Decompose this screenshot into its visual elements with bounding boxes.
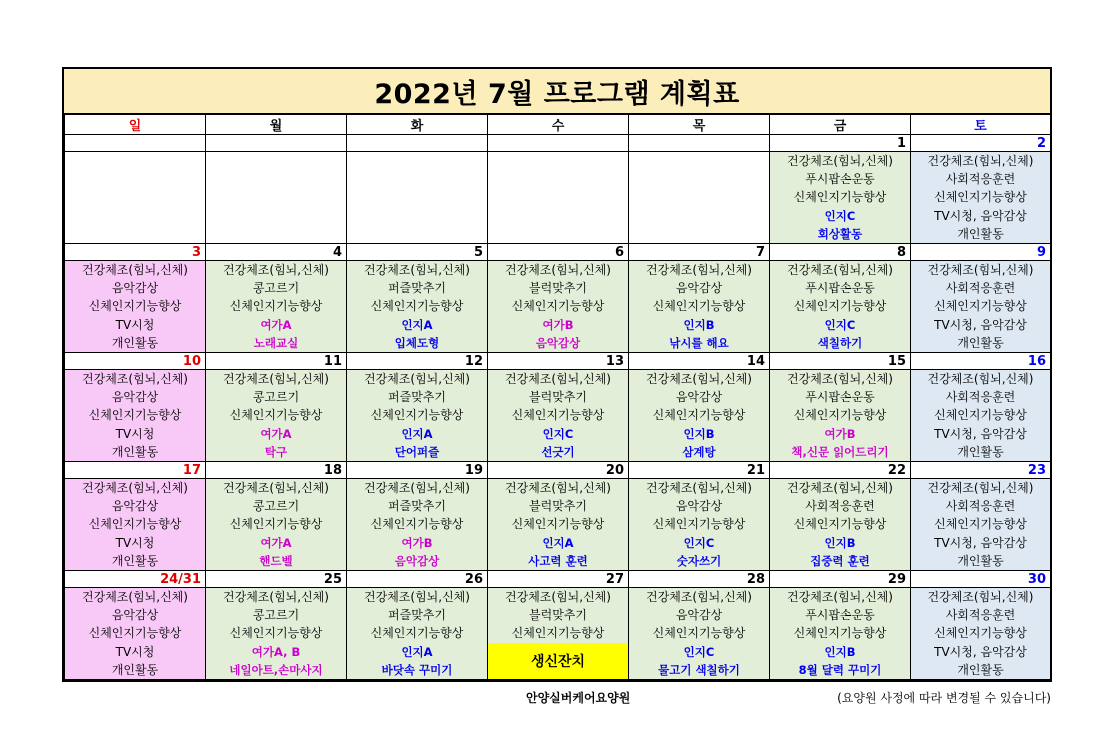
- week-date-row: [65, 244, 1051, 261]
- birthday-party-highlight: 생신잔치: [488, 643, 628, 679]
- weekday-header: 금: [770, 115, 911, 135]
- date-number: [629, 135, 770, 152]
- date-number: 10: [65, 353, 206, 370]
- program-item: 개인활동: [111, 444, 159, 459]
- program-item: 신체인지기능향상: [652, 626, 746, 641]
- day-cell: [629, 370, 770, 462]
- program-item: 건강체조(힘뇌,신체): [223, 481, 329, 495]
- day-cell: [911, 261, 1051, 353]
- program-item: 건강체조(힘뇌,신체): [927, 481, 1034, 495]
- program-item: 건강체조(힘뇌,신체): [787, 263, 893, 277]
- day-cell: [488, 370, 629, 462]
- program-item: 푸시팝손운동: [805, 608, 875, 623]
- day-cell: [206, 479, 347, 571]
- date-number: 20: [488, 462, 629, 479]
- program-item: 인지C: [683, 644, 715, 659]
- program-item: 신체인지기능향상: [229, 408, 323, 423]
- program-item: 건강체조(힘뇌,신체): [646, 263, 752, 277]
- program-item: 음악감상: [675, 608, 723, 623]
- program-item: 신체인지기능향상: [652, 517, 746, 532]
- program-item: 신체인지기능향상: [370, 517, 464, 532]
- program-item: TV시청: [115, 535, 155, 550]
- weekday-header: 일: [65, 115, 206, 135]
- program-item: 건강체조(힘뇌,신체): [82, 372, 188, 386]
- week-program-row: [65, 479, 1051, 571]
- program-item: 여가A, B: [251, 644, 301, 659]
- program-item: 건강체조(힘뇌,신체): [505, 590, 611, 604]
- program-item: 물고기 색칠하기: [658, 662, 740, 677]
- program-item: 신체인지기능향상: [511, 626, 605, 641]
- day-cell: [65, 588, 206, 680]
- day-cell: [206, 261, 347, 353]
- date-number: 18: [206, 462, 347, 479]
- program-item: 8월 달력 꾸미기: [798, 662, 882, 677]
- program-item: 블럭맞추기: [529, 499, 587, 514]
- program-item: TV시청: [115, 317, 155, 332]
- date-number: 17: [65, 462, 206, 479]
- program-item: 여가B: [401, 535, 433, 550]
- program-item: 음악감상: [675, 499, 723, 514]
- calendar-table: [64, 114, 1051, 680]
- date-number: [65, 135, 206, 152]
- date-number: 5: [347, 244, 488, 261]
- program-item: 푸시팝손운동: [805, 172, 875, 187]
- program-item: 건강체조(힘뇌,신체): [364, 481, 470, 495]
- program-item: 바닷속 꾸미기: [381, 662, 453, 677]
- date-number: 15: [770, 353, 911, 370]
- week-date-row: [65, 571, 1051, 588]
- program-item: 건강체조(힘뇌,신체): [505, 263, 611, 277]
- day-cell: [770, 261, 911, 353]
- weekday-header: 수: [488, 115, 629, 135]
- program-item: 신체인지기능향상: [88, 408, 182, 423]
- date-number: 26: [347, 571, 488, 588]
- program-item: 신체인지기능향상: [934, 626, 1027, 641]
- date-number: 3: [65, 244, 206, 261]
- program-item: 네일아트,손마사지: [229, 662, 323, 677]
- program-item: 건강체조(힘뇌,신체): [927, 263, 1034, 277]
- program-item: 신체인지기능향상: [934, 408, 1027, 423]
- day-cell: [488, 261, 629, 353]
- program-item: 신체인지기능향상: [88, 517, 182, 532]
- weekday-header: 화: [347, 115, 488, 135]
- program-item: 사회적응훈련: [945, 281, 1016, 296]
- program-item: 사회적응훈련: [945, 608, 1016, 623]
- program-item: 개인활동: [957, 444, 1004, 459]
- weekday-header-row: [65, 115, 1051, 135]
- change-notice: (요양원 사정에 따라 변경될 수 있습니다): [837, 691, 1051, 705]
- program-item: 건강체조(힘뇌,신체): [787, 590, 893, 604]
- day-cell: [347, 479, 488, 571]
- program-item: 삼계탕: [682, 444, 716, 459]
- program-item: 퍼즐맞추기: [388, 390, 446, 405]
- week-date-row: [65, 135, 1051, 152]
- day-cell: [488, 479, 629, 571]
- day-cell: [488, 152, 629, 244]
- day-cell: [911, 479, 1051, 571]
- program-item: 건강체조(힘뇌,신체): [787, 372, 893, 386]
- program-item: 건강체조(힘뇌,신체): [82, 263, 188, 277]
- program-item: 개인활동: [111, 553, 159, 568]
- program-item: 음악감상: [394, 553, 440, 568]
- program-item: 콩고르기: [252, 390, 300, 405]
- program-item: 건강체조(힘뇌,신체): [223, 263, 329, 277]
- program-item: 신체인지기능향상: [229, 299, 323, 314]
- day-cell: [911, 152, 1051, 244]
- day-cell: [347, 261, 488, 353]
- program-item: 입체도형: [394, 335, 440, 350]
- program-item: 신체인지기능향상: [511, 517, 605, 532]
- date-number: 14: [629, 353, 770, 370]
- program-item: 개인활동: [957, 662, 1004, 677]
- day-cell: [629, 479, 770, 571]
- program-item: 신체인지기능향상: [370, 299, 464, 314]
- program-item: 신체인지기능향상: [88, 299, 182, 314]
- program-item: 건강체조(힘뇌,신체): [927, 154, 1034, 168]
- day-cell: [347, 370, 488, 462]
- program-item: 건강체조(힘뇌,신체): [364, 590, 470, 604]
- day-cell: [206, 588, 347, 680]
- program-item: 신체인지기능향상: [934, 517, 1027, 532]
- program-item: 집중력 훈련: [810, 553, 870, 568]
- program-item: 음악감상: [675, 281, 723, 296]
- program-item: 신체인지기능향상: [793, 190, 887, 205]
- program-item: 푸시팝손운동: [805, 390, 875, 405]
- program-item: 신체인지기능향상: [793, 626, 887, 641]
- program-item: 사회적응훈련: [945, 499, 1016, 514]
- date-number: 23: [911, 462, 1051, 479]
- program-item: 음악감상: [111, 499, 159, 514]
- weekday-header: 월: [206, 115, 347, 135]
- program-item: 음악감상: [111, 608, 159, 623]
- day-cell: [770, 479, 911, 571]
- program-item: 건강체조(힘뇌,신체): [927, 372, 1034, 386]
- program-item: TV시청, 음악감상: [934, 535, 1027, 550]
- program-item: 여가A: [260, 317, 292, 332]
- program-item: 인지B: [824, 644, 856, 659]
- date-number: 1: [770, 135, 911, 152]
- day-cell: [629, 261, 770, 353]
- program-item: 선긋기: [541, 444, 575, 459]
- program-item: 인지A: [401, 644, 433, 659]
- program-item: 탁구: [264, 444, 288, 459]
- program-item: 개인활동: [957, 335, 1004, 350]
- calendar-sheet: [62, 67, 1052, 682]
- date-number: 12: [347, 353, 488, 370]
- program-item: 신체인지기능향상: [934, 299, 1027, 314]
- program-item: 개인활동: [957, 226, 1004, 241]
- date-number: 7: [629, 244, 770, 261]
- program-item: 블럭맞추기: [529, 281, 587, 296]
- date-number: 19: [347, 462, 488, 479]
- program-item: 건강체조(힘뇌,신체): [787, 154, 893, 168]
- date-number: 2: [911, 135, 1051, 152]
- program-item: 개인활동: [111, 335, 159, 350]
- program-item: 여가A: [260, 426, 292, 441]
- program-item: 여가B: [824, 426, 856, 441]
- program-item: 건강체조(힘뇌,신체): [787, 481, 893, 495]
- program-item: 인지C: [542, 426, 574, 441]
- date-number: 30: [911, 571, 1051, 588]
- day-cell: [911, 588, 1051, 680]
- program-item: 건강체조(힘뇌,신체): [505, 481, 611, 495]
- week-date-row: [65, 353, 1051, 370]
- date-number: 24/31: [65, 571, 206, 588]
- weekday-header: 목: [629, 115, 770, 135]
- program-item: 음악감상: [535, 335, 581, 350]
- program-item: 회상활동: [817, 226, 863, 241]
- day-cell: [206, 152, 347, 244]
- program-item: 책,신문 읽어드리기: [791, 444, 889, 459]
- program-item: 단어퍼즐: [394, 444, 440, 459]
- program-item: 건강체조(힘뇌,신체): [82, 481, 188, 495]
- program-item: 여가A: [260, 535, 292, 550]
- program-item: 인지C: [683, 535, 715, 550]
- week-program-row: [65, 261, 1051, 353]
- program-item: 신체인지기능향상: [793, 408, 887, 423]
- program-item: 건강체조(힘뇌,신체): [646, 481, 752, 495]
- program-item: 블럭맞추기: [529, 390, 587, 405]
- program-item: TV시청, 음악감상: [934, 317, 1027, 332]
- program-item: 인지A: [542, 535, 574, 550]
- date-number: 4: [206, 244, 347, 261]
- day-cell: [488, 588, 629, 680]
- date-number: 28: [629, 571, 770, 588]
- program-item: 낚시를 해요: [669, 335, 729, 350]
- page-title: 2022년 7월 프로그램 계획표: [64, 69, 1050, 114]
- program-item: 퍼즐맞추기: [388, 608, 446, 623]
- program-item: 콩고르기: [252, 608, 300, 623]
- program-item: 신체인지기능향상: [652, 299, 746, 314]
- program-item: 신체인지기능향상: [511, 299, 605, 314]
- program-item: TV시청, 음악감상: [934, 208, 1027, 223]
- program-item: 푸시팝손운동: [805, 281, 875, 296]
- day-cell: [65, 261, 206, 353]
- program-item: 신체인지기능향상: [370, 626, 464, 641]
- program-item: 퍼즐맞추기: [388, 281, 446, 296]
- program-item: 인지C: [824, 208, 856, 223]
- program-item: 인지A: [401, 317, 433, 332]
- day-cell: [65, 479, 206, 571]
- program-item: 콩고르기: [252, 281, 300, 296]
- day-cell: [770, 588, 911, 680]
- date-number: [206, 135, 347, 152]
- program-item: 건강체조(힘뇌,신체): [646, 590, 752, 604]
- program-item: 건강체조(힘뇌,신체): [82, 590, 188, 604]
- date-number: 27: [488, 571, 629, 588]
- program-item: 인지B: [824, 535, 856, 550]
- day-cell: [629, 588, 770, 680]
- program-item: TV시청, 음악감상: [934, 426, 1027, 441]
- day-cell: [206, 370, 347, 462]
- program-item: 블럭맞추기: [529, 608, 587, 623]
- program-item: 퍼즐맞추기: [388, 499, 446, 514]
- facility-name: 안양실버케어요양원: [526, 691, 631, 705]
- program-item: 음악감상: [111, 390, 159, 405]
- program-item: 인지B: [683, 426, 715, 441]
- day-cell: [65, 370, 206, 462]
- program-item: 사고력 훈련: [528, 553, 588, 568]
- program-item: 건강체조(힘뇌,신체): [646, 372, 752, 386]
- program-item: 신체인지기능향상: [88, 626, 182, 641]
- program-item: 건강체조(힘뇌,신체): [505, 372, 611, 386]
- date-number: [347, 135, 488, 152]
- program-item: 신체인지기능향상: [229, 517, 323, 532]
- program-item: 색칠하기: [817, 335, 863, 350]
- program-item: 신체인지기능향상: [934, 190, 1027, 205]
- day-cell: [65, 152, 206, 244]
- program-item: 음악감상: [675, 390, 723, 405]
- date-number: 8: [770, 244, 911, 261]
- program-item: 건강체조(힘뇌,신체): [223, 590, 329, 604]
- program-item: 개인활동: [957, 553, 1004, 568]
- program-item: 음악감상: [111, 281, 159, 296]
- program-item: 신체인지기능향상: [793, 299, 887, 314]
- program-item: 개인활동: [111, 662, 159, 677]
- date-number: 11: [206, 353, 347, 370]
- week-date-row: [65, 462, 1051, 479]
- day-cell: [770, 152, 911, 244]
- program-item: 건강체조(힘뇌,신체): [223, 372, 329, 386]
- program-item: 신체인지기능향상: [370, 408, 464, 423]
- program-item: TV시청, 음악감상: [934, 644, 1027, 659]
- program-item: 신체인지기능향상: [511, 408, 605, 423]
- day-cell: [911, 370, 1051, 462]
- day-cell: [770, 370, 911, 462]
- program-item: 건강체조(힘뇌,신체): [927, 590, 1034, 604]
- program-item: 사회적응훈련: [945, 172, 1016, 187]
- day-cell: [347, 588, 488, 680]
- date-number: 16: [911, 353, 1051, 370]
- day-cell: [347, 152, 488, 244]
- program-item: 신체인지기능향상: [793, 517, 887, 532]
- program-item: 콩고르기: [252, 499, 300, 514]
- date-number: 21: [629, 462, 770, 479]
- program-item: 숫자쓰기: [676, 553, 722, 568]
- program-item: 신체인지기능향상: [652, 408, 746, 423]
- program-item: 인지A: [401, 426, 433, 441]
- date-number: 22: [770, 462, 911, 479]
- program-item: 인지B: [683, 317, 715, 332]
- weekday-header: 토: [911, 115, 1051, 135]
- program-item: 건강체조(힘뇌,신체): [364, 263, 470, 277]
- program-item: TV시청: [115, 644, 155, 659]
- program-item: 사회적응훈련: [805, 499, 875, 514]
- program-item: 여가B: [542, 317, 574, 332]
- week-program-row: [65, 152, 1051, 244]
- date-number: 25: [206, 571, 347, 588]
- program-item: 건강체조(힘뇌,신체): [364, 372, 470, 386]
- program-item: 신체인지기능향상: [229, 626, 323, 641]
- week-program-row: [65, 370, 1051, 462]
- date-number: 13: [488, 353, 629, 370]
- week-program-row: [65, 588, 1051, 680]
- date-number: [488, 135, 629, 152]
- day-cell: [629, 152, 770, 244]
- program-item: 핸드벨: [259, 553, 293, 568]
- date-number: 6: [488, 244, 629, 261]
- program-item: 인지C: [824, 317, 856, 332]
- date-number: 9: [911, 244, 1051, 261]
- program-item: 노래교실: [253, 335, 299, 350]
- date-number: 29: [770, 571, 911, 588]
- program-item: 사회적응훈련: [945, 390, 1016, 405]
- program-item: TV시청: [115, 426, 155, 441]
